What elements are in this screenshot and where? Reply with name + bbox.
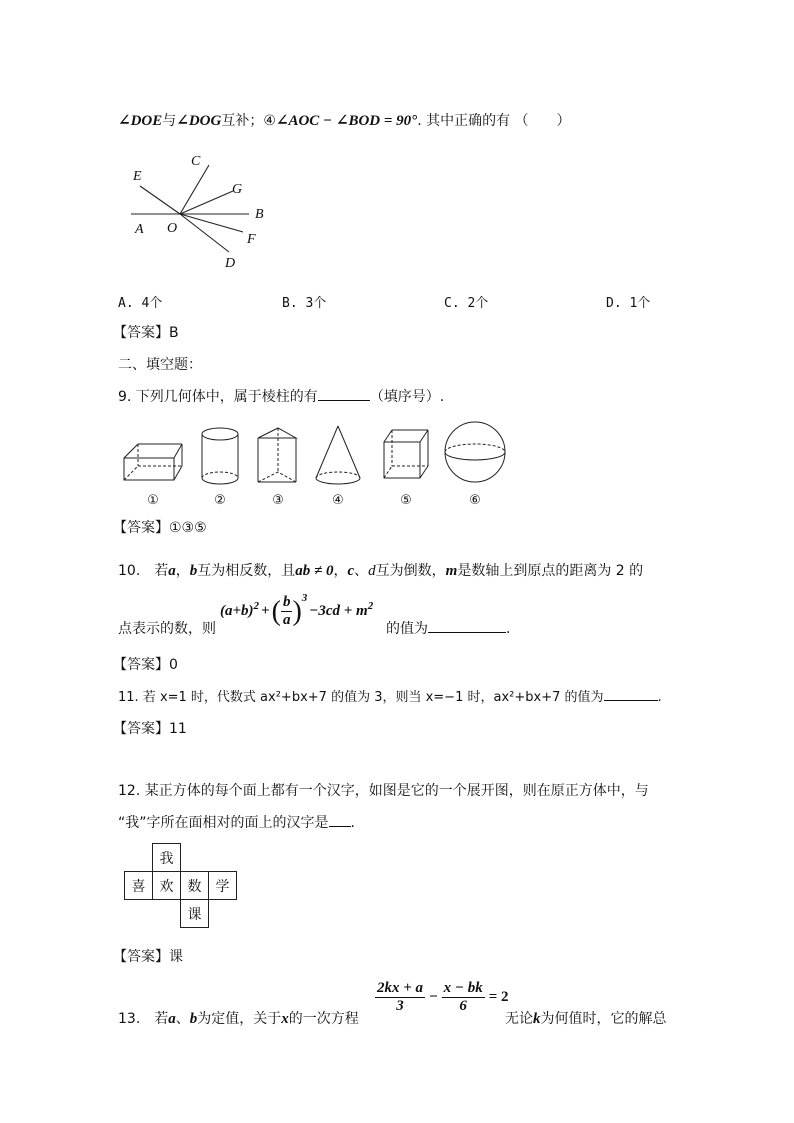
q8-answer: 【答案】B (113, 325, 179, 341)
solid-label-4: ④ (332, 493, 344, 508)
q10-text: 点表示的数，则 (118, 621, 216, 637)
q13-line (118, 1008, 359, 1028)
fraction-b-over-a (281, 594, 293, 629)
exp-2: 2 (253, 599, 260, 612)
cylinder-icon (202, 428, 238, 484)
label-d: D (225, 256, 236, 271)
expr-rest: −3cd + m (309, 603, 368, 619)
q13-line-end (505, 1008, 667, 1028)
q13-sep: 、 (175, 1011, 190, 1027)
exp-3: 3 (301, 591, 308, 604)
net-cell-top: 我 (153, 844, 181, 872)
exp-m2: 2 (367, 599, 374, 612)
solid-label-5: ⑤ (400, 493, 412, 508)
q10-text: 是数轴上到原点的距离为 2 的 (457, 563, 644, 579)
q11-question (118, 686, 662, 705)
option-b: B. 3个 (282, 296, 327, 311)
q13-text: 为何值时，它的解总 (540, 1011, 667, 1027)
ray-oe (140, 186, 180, 214)
frac-den: a (282, 612, 291, 628)
solid-label-3: ③ (272, 493, 284, 508)
q12-blank (329, 814, 351, 827)
option-d: D. 1个 (606, 296, 651, 311)
var-d: d (368, 563, 376, 579)
q10-sep: 、 (354, 563, 369, 579)
q12-answer: 【答案】课 (113, 949, 183, 965)
q13-text: 为定值，关于 (197, 1011, 282, 1027)
q11-blank (604, 688, 658, 701)
q11-text: 11. 若 x=1 时，代数式 ax²+bx+7 的值为 3，则当 x=−1 时，ax²+bx+7 的值为 (118, 690, 604, 705)
q10-text: 10. 若 (118, 563, 169, 579)
label-o: O (167, 221, 178, 236)
ray-oc (180, 165, 209, 214)
q10-value (386, 618, 510, 638)
q13-equation (375, 980, 509, 1015)
q8-text-and: 与 (162, 113, 177, 129)
var-a: a (168, 563, 176, 579)
net-cell-1: 喜 (125, 872, 153, 900)
frac1-num: 2kx + a (377, 980, 424, 996)
var-a: a (168, 1011, 176, 1027)
section-heading: 二、填空题： (118, 357, 202, 373)
net-cell-3: 数 (181, 872, 209, 900)
q12-period: . (350, 815, 355, 831)
var-b: b (189, 563, 198, 579)
label-g: G (232, 182, 243, 197)
solid-label-1: ① (147, 493, 159, 508)
q12-line1: 12. 某正方体的每个面上都有一个汉字，如图是它的一个展开图，则在原正方体中，与 (118, 783, 649, 799)
var-k: k (533, 1011, 541, 1027)
plus-sign: + (261, 603, 270, 619)
q8-line (118, 110, 571, 130)
q11-period: . (657, 690, 662, 705)
solid-label-6: ⑥ (469, 493, 481, 508)
q9-blank (318, 388, 370, 401)
q9-text: 9. 下列几何体中，属于棱柱的有 (118, 389, 318, 405)
frac-num: b (282, 594, 291, 610)
triangular-prism-icon (258, 428, 296, 482)
label-f: F (247, 232, 256, 247)
angle-dog: ∠DOG (176, 113, 222, 129)
q12-text: “我”字所在面相对的面上的汉字是 (118, 815, 329, 831)
label-a: A (135, 222, 144, 237)
fraction-1 (375, 980, 425, 1015)
option-c: C. 2个 (444, 296, 489, 311)
angle-rays-figure (125, 148, 275, 273)
q9-answer: 【答案】①③⑤ (113, 520, 207, 536)
q10-line1 (118, 560, 643, 580)
cube-icon (384, 430, 428, 478)
cube-net (124, 843, 237, 928)
ray-od (180, 214, 229, 252)
q13-text: 的一次方程 (288, 1011, 359, 1027)
label-b: B (255, 207, 264, 222)
expr-sum: (a+b) (220, 603, 254, 619)
var-c: c (347, 563, 355, 579)
q10-comma: ， (175, 563, 190, 579)
ray-og (180, 191, 233, 214)
q9-text-end: （填序号）. (369, 389, 445, 405)
q11-answer: 【答案】11 (113, 721, 187, 737)
net-cell-2: 欢 (153, 872, 181, 900)
q10-period: . (506, 621, 511, 637)
sphere-icon (445, 422, 505, 482)
q8-text-question: . 其中正确的有 （ ） (417, 113, 571, 129)
label-e: E (133, 169, 142, 184)
var-b: b (189, 1011, 198, 1027)
option-a: A. 4个 (118, 296, 163, 311)
minus-sign: − (429, 989, 438, 1005)
q10-text: 互为倒数， (375, 563, 446, 579)
frac1-den: 3 (396, 998, 404, 1014)
q12-line2 (118, 812, 355, 832)
net-cell-4: 学 (209, 872, 237, 900)
label-c: C (191, 154, 201, 169)
frac2-num: x − bk (443, 980, 483, 996)
equals-two: = 2 (488, 989, 509, 1005)
var-m: m (445, 563, 458, 579)
net-cell-bottom: 课 (181, 900, 209, 928)
q10-comma: ， (333, 563, 348, 579)
condition-ab: ab ≠ 0 (295, 563, 334, 579)
rectangular-prism-icon (124, 444, 182, 480)
solid-label-2: ② (214, 493, 226, 508)
q8-text-complement: 互补；④ (221, 113, 276, 129)
q10-blank (428, 620, 506, 633)
q9-question (118, 386, 444, 406)
q10-text: 的值为 (386, 621, 428, 637)
q13-text: 无论 (505, 1011, 533, 1027)
solids-figure (118, 418, 518, 510)
ray-of (180, 214, 243, 232)
q10-answer: 【答案】0 (113, 657, 178, 673)
q10-expression: (a+b) $^2$ + ( $\frac{b}{a}$ ) $^3$ −3cd + m $^2$ (220, 591, 374, 628)
frac2-den: 6 (459, 998, 467, 1014)
fraction-2 (442, 980, 485, 1015)
q13-text: 13. 若 (118, 1011, 169, 1027)
var-x: x (281, 1011, 289, 1027)
q10-text: 互为相反数，且 (197, 563, 296, 579)
angle-equation: ∠AOC − ∠BOD = 90° (275, 113, 418, 129)
q10-line2 (118, 618, 216, 638)
cone-icon (316, 426, 360, 484)
angle-doe: ∠DOE (118, 113, 163, 129)
